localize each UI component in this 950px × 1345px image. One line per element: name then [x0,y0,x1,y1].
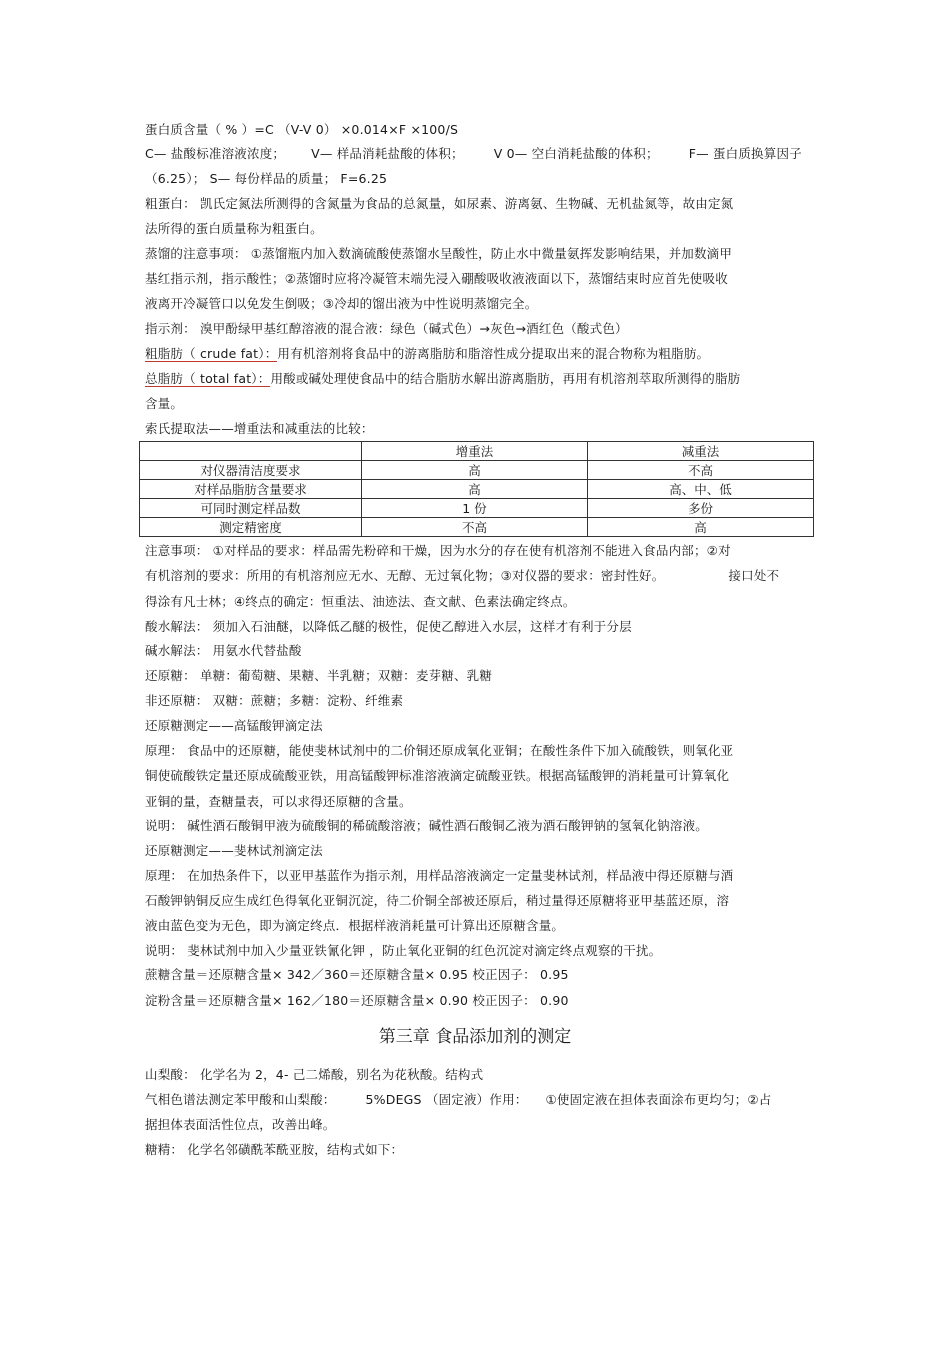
distillation-notes-2: 基红指示剂，指示酸性；②蒸馏时应将冷凝管末端先浸入硼酸吸收液液面以下，蒸馏结束时应首先使吸收 [145,271,728,286]
distillation-notes-3: 液离开冷凝管口以免发生倒吸；③冷却的馏出液为中性说明蒸馏完全。 [145,296,538,311]
table-cell: 高 [361,480,587,499]
kmno4-method-heading: 还原糖测定——高锰酸钾滴定法 [145,718,323,733]
crude-protein-def-cont: 法所得的蛋白质量称为粗蛋白。 [145,221,323,236]
table-cell: 可同时测定样品数 [140,499,362,518]
kmno4-principle: 原理： 食品中的还原糖，能使斐林试剂中的二价铜还原成氧化亚铜；在酸性条件下加入硫酸铁，则氧化亚 [145,743,734,758]
reducing-sugar: 还原糖： 单糖：葡萄糖、果糖、半乳糖；双糖：麦芽糖、乳糖 [145,668,493,683]
total-fat-def [145,371,805,387]
non-reducing-sugar: 非还原糖： 双糖：蔗糖；多糖：淀粉、纤维素 [145,693,404,708]
table-cell: 高 [587,518,813,537]
soxhlet-notes-2a: 有机溶剂的要求：所用的有机溶剂应无水、无醇、无过氧化物；③对仪器的要求：密封性好。 [145,568,665,583]
gc-method-cont: 据担体表面活性位点，改善出峰。 [145,1117,336,1132]
sucrose-formula: 蔗糖含量＝还原糖含量× 342／360＝还原糖含量× 0.95 校正因子： 0.95 [145,967,569,982]
table-row [140,518,814,537]
gc-method-a: 气相色谱法测定苯甲酸和山梨酸： [145,1092,336,1107]
table-cell: 不高 [361,518,587,537]
table-cell: 高 [361,461,587,480]
table-header-cell: 减重法 [587,442,813,461]
fehling-principle-3: 液由蓝色变为无色，即为滴定终点．根据样液消耗量可计算出还原糖含量。 [145,918,565,933]
soxhlet-notes-2 [145,568,805,584]
kmno4-note: 说明： 碱性酒石酸铜甲液为硫酸铜的稀硫酸溶液；碱性酒石酸铜乙液为酒石酸钾钠的氢氧化钠溶液。 [145,818,708,833]
soxhlet-comparison-table [139,441,814,537]
crude-fat-def [145,346,805,362]
fehling-principle-2: 石酸钾钠铜反应生成红色得氧化亚铜沉淀，待二价铜全部被还原后，稍过量得还原糖将亚甲基蓝还原，溶 [145,893,730,908]
crude-fat-text: 用有机溶剂将食品中的游离脂肪和脂溶性成分提取出来的混合物称为粗脂肪。 [277,346,710,361]
formula-legend [145,146,805,162]
soxhlet-notes-3: 得涂有凡士林；④终点的确定：恒重法、油迹法、查文献、色素法确定终点。 [145,594,576,609]
table-row [140,461,814,480]
table-cell: 高、中、低 [587,480,813,499]
gc-method-c: ①使固定液在担体表面涂布更均匀；②占 [545,1092,772,1107]
legend-c: C— 盐酸标准溶液浓度； [145,146,286,161]
soxhlet-notes: 注意事项： ①对样品的要求：样品需先粉碎和干燥，因为水分的存在使有机溶剂不能进入食品内部；②对 [145,543,731,558]
table-row [140,499,814,518]
saccharin-def: 糖精： 化学名邻磺酰苯酰亚胺，结构式如下： [145,1142,404,1157]
legend-v0: V 0— 空白消耗盐酸的体积； [493,146,659,161]
sorbic-acid-def: 山梨酸： 化学名为 2，4- 己二烯酸，别名为花秋酸。结构式 [145,1067,484,1082]
chapter-title: 第三章 食品添加剂的测定 [378,1027,572,1047]
legend-f: F— 蛋白质换算因子 [688,146,802,161]
table-header-cell [140,442,362,461]
table-cell: 1 份 [361,499,587,518]
fehling-note: 说明： 斐林试剂中加入少量亚铁氰化钾 ，防止氧化亚铜的红色沉淀对滴定终点观察的干扰。 [145,943,662,958]
protein-formula: 蛋白质含量（ % ）=C （V-V 0） ×0.014×F ×100/S [145,122,459,137]
table-header-cell: 增重法 [361,442,587,461]
table-cell: 测定精密度 [140,518,362,537]
legend-v: V— 样品消耗盐酸的体积； [311,146,464,161]
kmno4-principle-2: 铜使硫酸铁定量还原成硫酸亚铁，用高锰酸钾标准溶液滴定硫酸亚铁。根据高锰酸钾的消耗量可计算氧化 [145,768,730,783]
fehling-principle: 原理： 在加热条件下，以亚甲基蓝作为指示剂，用样品溶液滴定一定量斐林试剂，样品液中得还原糖与酒 [145,868,734,883]
table-header-row [140,442,814,461]
starch-formula: 淀粉含量＝还原糖含量× 162／180＝还原糖含量× 0.90 校正因子： 0.90 [145,993,569,1008]
table-cell: 多份 [587,499,813,518]
formula-legend-cont: （6.25）； S— 每份样品的质量； F=6.25 [145,171,388,186]
crude-protein-def: 粗蛋白： 凯氏定氮法所测得的含氮量为食品的总氮量，如尿素、游离氨、生物碱、无机盐氮等，故由定氮 [145,196,734,211]
total-fat-term: 总脂肪（ total fat）： [145,371,271,386]
gc-method [145,1092,805,1108]
kmno4-principle-3: 亚铜的量，查糖量表，可以求得还原糖的含量。 [145,794,412,809]
crude-fat-term: 粗脂肪（ crude fat）： [145,346,278,361]
soxhlet-notes-2b: 接口处不 [728,568,780,583]
table-cell: 不高 [587,461,813,480]
soxhlet-heading: 索氏提取法——增重法和减重法的比较： [145,421,374,436]
table-row [140,480,814,499]
gc-method-b: 5%DEGS （固定液）作用： [365,1092,528,1107]
table-cell: 对样品脂肪含量要求 [140,480,362,499]
total-fat-text: 用酸或碱处理使食品中的结合脂肪水解出游离脂肪，再用有机溶剂萃取所测得的脂肪 [270,371,741,386]
acid-hydrolysis: 酸水解法： 须加入石油醚，以降低乙醚的极性，促使乙醇进入水层，这样才有利于分层 [145,619,632,634]
total-fat-def-cont: 含量。 [145,396,184,411]
fehling-method-heading: 还原糖测定——斐林试剂滴定法 [145,843,323,858]
alkali-hydrolysis: 碱水解法： 用氨水代替盐酸 [145,643,302,658]
distillation-notes: 蒸馏的注意事项： ①蒸馏瓶内加入数滴硫酸使蒸馏水呈酸性，防止水中微量氨挥发影响结果，并加数滴甲 [145,246,733,261]
indicator-def: 指示剂： 溴甲酚绿甲基红醇溶液的混合液：绿色（碱式色）→灰色→酒红色（酸式色） [145,321,628,336]
table-cell: 对仪器清洁度要求 [140,461,362,480]
